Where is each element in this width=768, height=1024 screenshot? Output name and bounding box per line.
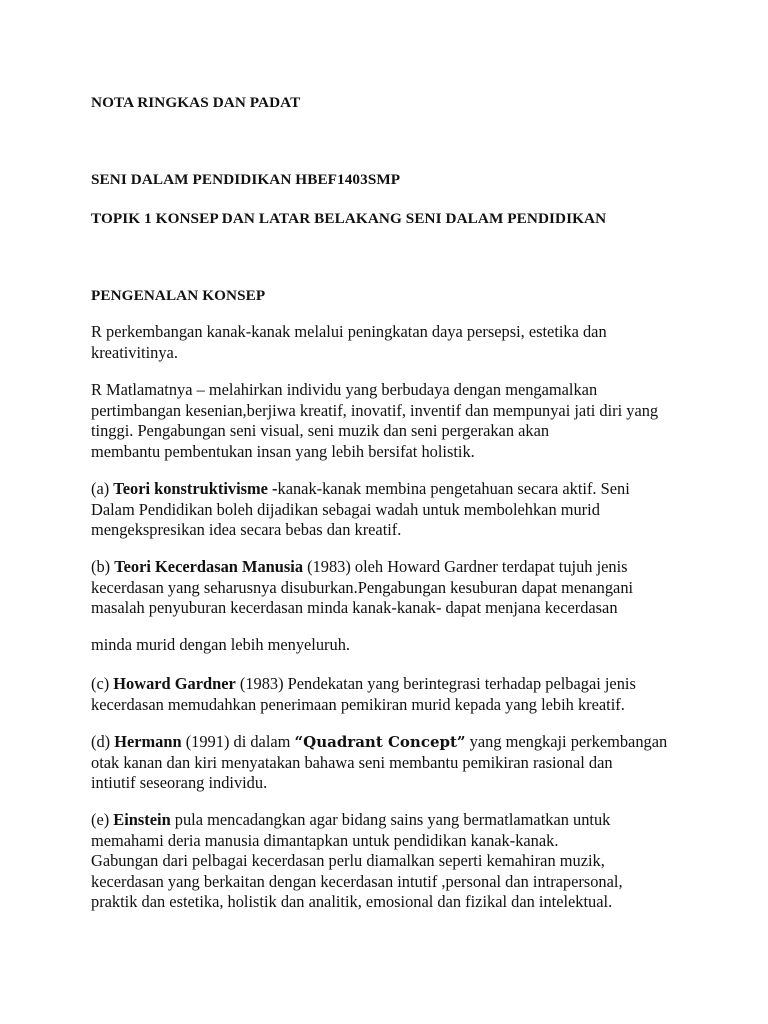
text-line: mengekspresikan idea secara bebas dan kreatif. <box>91 520 402 540</box>
paragraph-b <box>91 557 711 619</box>
item-term: Howard Gardner <box>113 674 236 693</box>
paragraph-a <box>91 479 711 541</box>
item-text: (1983) oleh Howard Gardner terdapat tujuh jenis <box>303 557 628 576</box>
course-title: SENI DALAM PENDIDIKAN HBEF1403SMP <box>91 171 401 188</box>
text-line: R perkembangan kanak-kanak melalui peningkatan daya persepsi, estetika dan <box>91 322 607 341</box>
topic-title: TOPIK 1 KONSEP DAN LATAR BELAKANG SENI DALAM PENDIDIKAN <box>91 210 607 227</box>
text-line: kecerdasan memudahkan penerimaan pemikiran murid kepada yang lebih kreatif. <box>91 694 625 714</box>
item-text: pula mencadangkan agar bidang sains yang bermatlamatkan untuk <box>170 810 611 829</box>
item-text: kanak-kanak membina pengetahuan secara aktif. Seni <box>277 479 630 498</box>
item-term: Teori konstruktivisme - <box>113 479 278 498</box>
text-line: Gabungan dari pelbagai kecerdasan perlu diamalkan seperti kemahiran muzik, <box>91 851 605 871</box>
text-line: otak kanan dan kiri menyatakan bahawa seni membantu pemikiran rasional dan <box>91 752 613 772</box>
item-text: yang mengkaji perkembangan <box>465 732 668 751</box>
paragraph-c <box>91 674 711 715</box>
text-line: kecerdasan yang seharusnya disuburkan.Pengabungan kesuburan dapat menangani <box>91 577 634 597</box>
text-line <box>91 810 711 831</box>
item-term: Einstein <box>113 810 171 829</box>
text-line: tinggi. Pengabungan seni visual, seni muzik dan seni pergerakan akan <box>91 421 550 441</box>
text-line: pertimbangan kesenian,berjiwa kreatif, inovatif, inventif dan mempunyai jati diri yang <box>91 400 659 420</box>
doc-title: NOTA RINGKAS DAN PADAT <box>91 94 301 111</box>
text-line: masalah penyuburan kecerdasan minda kanak-kanak- dapat menjana kecerdasan <box>91 598 618 618</box>
item-term: Hermann <box>114 732 182 751</box>
paragraph-intro <box>91 322 711 363</box>
text-line: minda murid dengan lebih menyeluruh. <box>91 635 351 654</box>
text-line: kreativitinya. <box>91 342 178 362</box>
item-prefix: (d) <box>91 732 115 751</box>
item-text: (1991) di dalam <box>181 732 295 751</box>
text-line: R Matlamatnya – melahirkan individu yang berbudaya dengan mengamalkan <box>91 380 598 399</box>
text-line: kecerdasan yang berkaitan dengan kecerdasan intutif ,personal dan intrapersonal, <box>91 871 623 891</box>
section-heading: PENGENALAN KONSEP <box>91 287 266 304</box>
text-line <box>91 557 711 578</box>
paragraph-matlamat <box>91 380 711 462</box>
paragraph-e <box>91 810 711 913</box>
item-prefix: (e) <box>91 810 114 829</box>
item-prefix: (c) <box>91 674 114 693</box>
paragraph-d <box>91 732 711 794</box>
item-term: Teori Kecerdasan Manusia <box>114 557 304 576</box>
paragraph-b-continued <box>91 635 711 656</box>
text-line <box>91 674 711 695</box>
quoted-term: “Quadrant Concept” <box>294 733 466 751</box>
item-prefix: (b) <box>91 557 115 576</box>
text-line: memahami deria manusia dimantapkan untuk pendidikan kanak-kanak. <box>91 830 559 850</box>
text-line: Dalam Pendidikan boleh dijadikan sebagai wadah untuk membolehkan murid <box>91 499 600 519</box>
text-line: praktik dan estetika, holistik dan analitik, emosional dan fizikal dan intelektual. <box>91 892 613 912</box>
text-line: intiutif seseorang individu. <box>91 773 268 793</box>
text-line <box>91 732 711 753</box>
text-line <box>91 479 711 500</box>
text-line: membantu pembentukan insan yang lebih bersifat holistik. <box>91 441 475 461</box>
item-prefix: (a) <box>91 479 114 498</box>
item-text: (1983) Pendekatan yang berintegrasi terhadap pelbagai jenis <box>235 674 636 693</box>
